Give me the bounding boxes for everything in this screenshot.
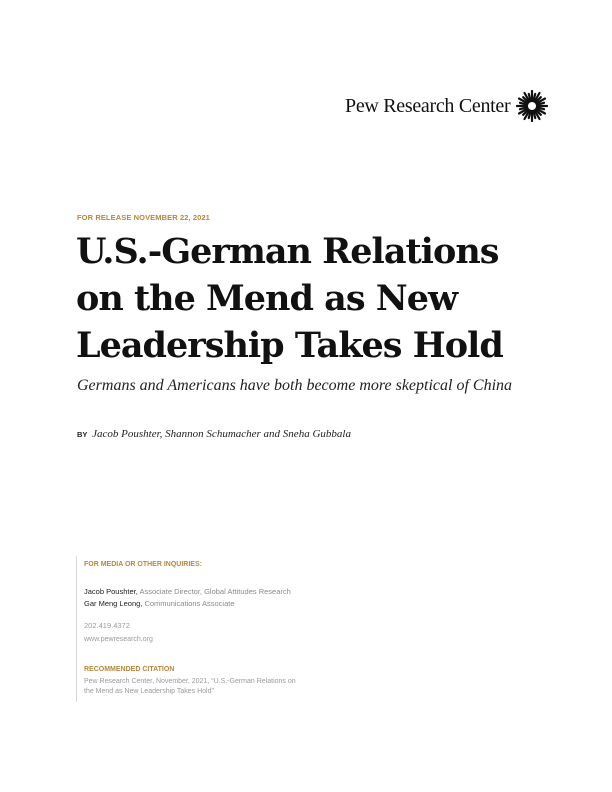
logo-text: Pew Research Center	[345, 94, 511, 117]
subtitle: Germans and Americans have both become more skeptical of China	[77, 377, 513, 394]
sunburst-logo-icon	[516, 90, 548, 122]
release-date: FOR RELEASE NOVEMBER 22, 2021	[77, 213, 210, 222]
contact-role: Communications Associate	[144, 599, 235, 608]
contact-name: Gar Meng Leong,	[84, 599, 143, 608]
media-inquiries-heading: FOR MEDIA OR OTHER INQUIRIES:	[84, 561, 202, 568]
contact-role: Associate Director, Global Attitudes Research	[139, 587, 291, 596]
contact-box	[76, 556, 377, 702]
website-link[interactable]: www.pewresearch.org	[84, 636, 153, 643]
contact-line	[84, 587, 291, 596]
contact-line	[84, 599, 235, 608]
pew-logo	[345, 90, 548, 122]
byline-authors: Jacob Poushter, Shannon Schumacher and Sneha Gubbala	[92, 428, 351, 440]
citation-heading: RECOMMENDED CITATION	[84, 666, 175, 673]
contact-name: Jacob Poushter,	[84, 587, 138, 596]
phone-number: 202.419.4372	[84, 621, 130, 630]
page-title: U.S.-German Relations on the Mend as New Leadership Takes Hold	[76, 231, 503, 366]
byline-label: BY	[77, 430, 88, 439]
byline	[77, 428, 351, 440]
citation-text: Pew Research Center, November, 2021, “U.S.-German Relations on the Mend as New Leadership Takes Hold”	[84, 678, 296, 695]
